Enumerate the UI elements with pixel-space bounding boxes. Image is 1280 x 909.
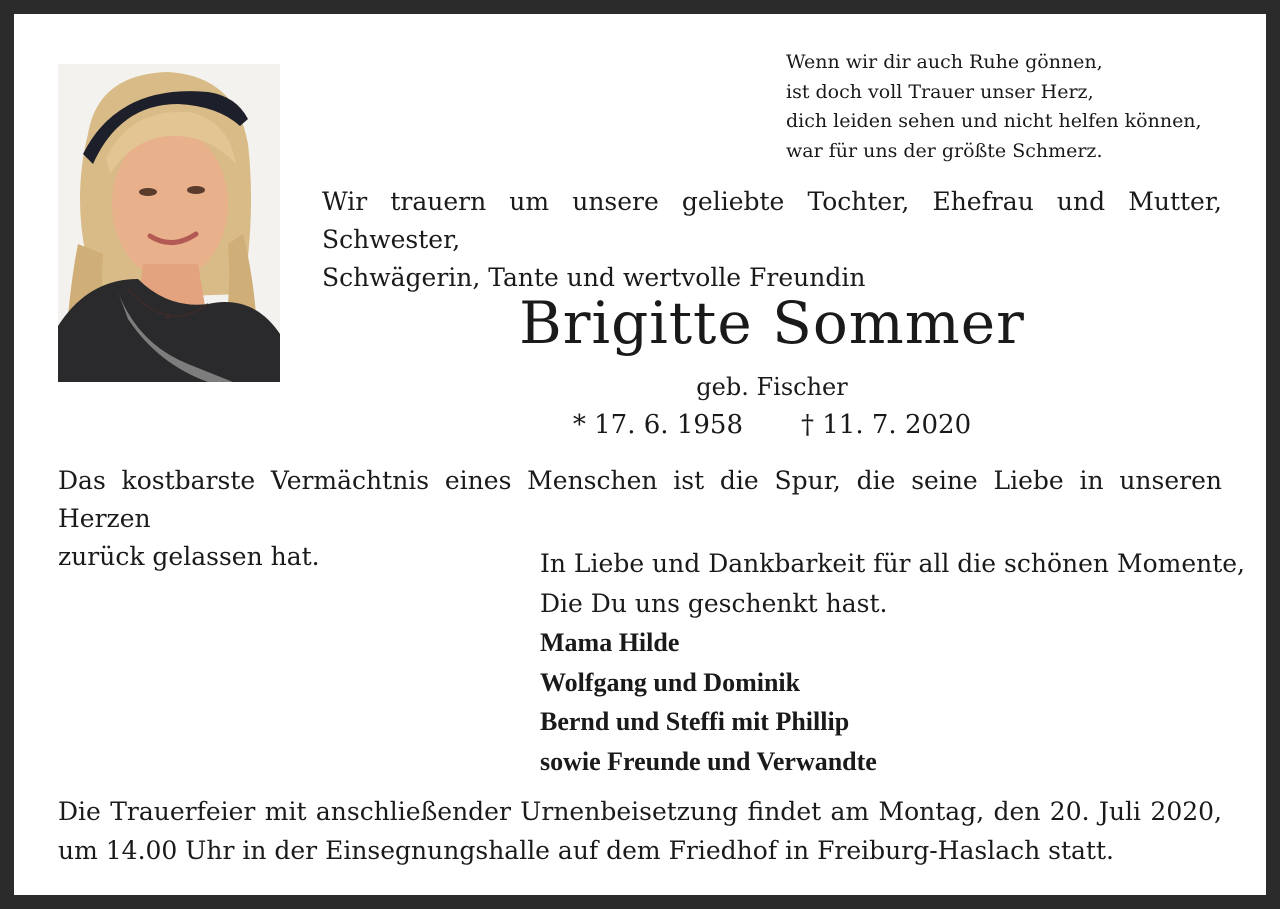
intro-line: Schwägerin, Tante und wertvolle Freundin [322, 263, 866, 292]
maiden-name: geb. Fischer [696, 373, 848, 401]
obituary-card [14, 14, 1266, 895]
thanks-and-mourners [540, 544, 1246, 781]
portrait-photo [58, 64, 280, 382]
deceased-name: Brigitte Sommer [519, 289, 1025, 357]
thanks-line: In Liebe und Dankbarkeit für all die schönen Momente, [540, 549, 1246, 578]
funeral-notice [58, 792, 1222, 870]
death-date: † 11. 7. 2020 [801, 410, 972, 440]
mourner-name: Bernd und Steffi mit Phillip [540, 707, 850, 736]
thanks-line: Die Du uns geschenkt hast. [540, 588, 888, 618]
funeral-line: um 14.00 Uhr in der Einsegnungshalle auf dem Friedhof in Freiburg-Haslach statt. [58, 836, 1114, 865]
intro-line: Wir trauern um unsere geliebte Tochter, Ehefrau und Mutter, Schwester, [322, 187, 1222, 254]
poem-line: Wenn wir dir auch Ruhe gönnen, [786, 51, 1103, 73]
poem [786, 48, 1202, 166]
mourner-name: Wolfgang und Dominik [540, 667, 801, 697]
poem-line: war für uns der größte Schmerz. [786, 139, 1103, 162]
funeral-line: Die Trauerfeier mit anschließender Urnenbeisetzung findet am Montag, den 20. Juli 2020, [58, 797, 1222, 826]
birth-date: * 17. 6. 1958 [572, 410, 743, 440]
portrait-image [58, 64, 280, 382]
life-dates [322, 406, 1222, 444]
poem-line: dich leiden sehen und nicht helfen können, [786, 110, 1202, 132]
legacy-line: zurück gelassen hat. [58, 542, 320, 571]
mourner-name: Mama Hilde [540, 628, 680, 657]
intro-text [322, 183, 1222, 297]
poem-line: ist doch voll Trauer unser Herz, [786, 80, 1094, 103]
legacy-line: Das kostbarste Vermächtnis eines Menschen ist die Spur, die seine Liebe in unseren Herzen [58, 466, 1222, 533]
mourner-name: sowie Freunde und Verwandte [540, 746, 877, 776]
